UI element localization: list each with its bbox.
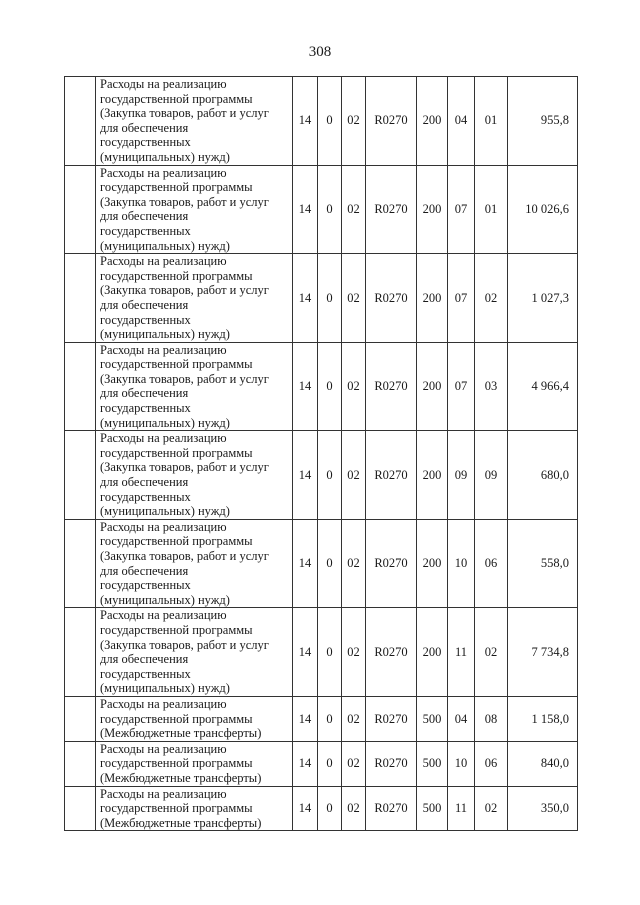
description-line: (муниципальных) нужд) [100, 415, 230, 430]
page-number: 308 [308, 44, 332, 60]
description-line: Расходы на реализацию [100, 77, 227, 91]
description-line: (муниципальных) нужд) [100, 504, 230, 519]
description-line: Расходы на реализацию [100, 431, 227, 446]
description-line: государственных [100, 223, 191, 238]
code-cell-c1: 14 [293, 519, 318, 608]
description-line: Расходы на реализацию [100, 254, 227, 269]
code-cell-c3: 02 [342, 608, 366, 697]
description-line: для обеспечения [100, 120, 189, 135]
code-cell-c1: 14 [293, 342, 318, 431]
description-line: для обеспечения [100, 297, 189, 312]
row-blank-cell [65, 696, 96, 741]
description-line: (Межбюджетные трансферты) [100, 770, 262, 785]
code-cell-c3: 02 [342, 342, 366, 431]
description-line: (муниципальных) нужд) [100, 681, 230, 696]
code-cell-c6: 10 [448, 741, 475, 786]
row-blank-cell [65, 431, 96, 520]
code-cell-c1: 14 [293, 786, 318, 831]
code-cell-c5: 200 [417, 519, 448, 608]
code-cell-c5: 200 [417, 77, 448, 166]
row-blank-cell [65, 254, 96, 343]
code-cell-c4: R0270 [366, 165, 417, 254]
row-blank-cell [65, 786, 96, 831]
code-cell-c1: 14 [293, 741, 318, 786]
code-cell-c2: 0 [318, 342, 342, 431]
code-cell-c2: 0 [318, 165, 342, 254]
description-line: для обеспечения [100, 652, 189, 667]
code-cell-c7: 06 [475, 741, 508, 786]
amount-cell: 955,8 [508, 77, 578, 166]
description-line: Расходы на реализацию [100, 165, 227, 180]
description-cell [96, 165, 293, 254]
description-line: (Межбюджетные трансферты) [100, 726, 262, 741]
amount-cell: 1 027,3 [508, 254, 578, 343]
description-line: (муниципальных) нужд) [100, 238, 230, 253]
amount-cell: 680,0 [508, 431, 578, 520]
code-cell-c6: 04 [448, 696, 475, 741]
amount-cell: 350,0 [508, 786, 578, 831]
code-cell-c2: 0 [318, 431, 342, 520]
description-cell [96, 741, 293, 786]
code-cell-c3: 02 [342, 696, 366, 741]
amount-cell: 4 966,4 [508, 342, 578, 431]
code-cell-c7: 02 [475, 608, 508, 697]
description-cell [96, 519, 293, 608]
description-line: (Закупка товаров, работ и услуг [100, 549, 269, 563]
description-line: государственной программы [100, 445, 253, 460]
code-cell-c5: 200 [417, 431, 448, 520]
description-line: Расходы на реализацию [100, 786, 227, 801]
description-line: Расходы на реализацию [100, 696, 227, 711]
row-blank-cell [65, 165, 96, 254]
code-cell-c1: 14 [293, 608, 318, 697]
description-line: для обеспечения [100, 475, 189, 490]
code-cell-c7: 01 [475, 165, 508, 254]
description-line: (муниципальных) нужд) [100, 327, 230, 342]
table-body [65, 77, 578, 831]
description-line: Расходы на реализацию [100, 342, 227, 357]
code-cell-c6: 04 [448, 77, 475, 166]
code-cell-c7: 02 [475, 254, 508, 343]
code-cell-c3: 02 [342, 519, 366, 608]
code-cell-c2: 0 [318, 77, 342, 166]
code-cell-c5: 500 [417, 741, 448, 786]
code-cell-c6: 10 [448, 519, 475, 608]
description-cell [96, 254, 293, 343]
amount-cell: 840,0 [508, 741, 578, 786]
description-line: государственной программы [100, 534, 253, 549]
code-cell-c3: 02 [342, 431, 366, 520]
description-line: (муниципальных) нужд) [100, 149, 230, 164]
row-blank-cell [65, 741, 96, 786]
amount-cell: 1 158,0 [508, 696, 578, 741]
description-line: (Закупка товаров, работ и услуг [100, 637, 269, 652]
code-cell-c1: 14 [293, 77, 318, 166]
code-cell-c2: 0 [318, 519, 342, 608]
description-line: (муниципальных) нужд) [100, 592, 230, 607]
table-row [65, 608, 578, 697]
code-cell-c6: 07 [448, 254, 475, 343]
description-cell [96, 608, 293, 697]
code-cell-c2: 0 [318, 786, 342, 831]
code-cell-c3: 02 [342, 165, 366, 254]
code-cell-c7: 08 [475, 696, 508, 741]
code-cell-c7: 03 [475, 342, 508, 431]
code-cell-c1: 14 [293, 254, 318, 343]
code-cell-c5: 500 [417, 786, 448, 831]
code-cell-c6: 07 [448, 165, 475, 254]
description-line: (Межбюджетные трансферты) [100, 815, 262, 830]
code-cell-c5: 200 [417, 254, 448, 343]
row-blank-cell [65, 519, 96, 608]
description-cell [96, 786, 293, 831]
description-cell [96, 77, 293, 166]
description-line: Расходы на реализацию [100, 741, 227, 756]
description-line: государственной программы [100, 357, 253, 372]
table-row [65, 741, 578, 786]
table-row [65, 786, 578, 831]
code-cell-c5: 200 [417, 165, 448, 254]
description-line: государственных [100, 135, 191, 150]
code-cell-c1: 14 [293, 165, 318, 254]
description-cell [96, 696, 293, 741]
description-line: Расходы на реализацию [100, 519, 227, 534]
description-line: государственных [100, 578, 191, 593]
description-line: (Закупка товаров, работ и услуг [100, 194, 269, 209]
description-line: (Закупка товаров, работ и услуг [100, 106, 269, 121]
description-cell [96, 431, 293, 520]
description-cell [96, 342, 293, 431]
code-cell-c7: 09 [475, 431, 508, 520]
table-row [65, 254, 578, 343]
description-line: Расходы на реализацию [100, 608, 227, 623]
code-cell-c2: 0 [318, 608, 342, 697]
code-cell-c3: 02 [342, 786, 366, 831]
code-cell-c5: 500 [417, 696, 448, 741]
code-cell-c2: 0 [318, 696, 342, 741]
description-line: для обеспечения [100, 209, 189, 224]
code-cell-c1: 14 [293, 431, 318, 520]
code-cell-c2: 0 [318, 254, 342, 343]
code-cell-c4: R0270 [366, 741, 417, 786]
code-cell-c4: R0270 [366, 77, 417, 166]
row-blank-cell [65, 608, 96, 697]
description-line: государственной программы [100, 711, 253, 726]
table-row [65, 431, 578, 520]
code-cell-c5: 200 [417, 608, 448, 697]
code-cell-c7: 02 [475, 786, 508, 831]
description-line: для обеспечения [100, 386, 189, 401]
code-cell-c6: 09 [448, 431, 475, 520]
table-row [65, 519, 578, 608]
code-cell-c4: R0270 [366, 519, 417, 608]
description-line: государственных [100, 666, 191, 681]
amount-cell: 10 026,6 [508, 165, 578, 254]
code-cell-c2: 0 [318, 741, 342, 786]
table-row [65, 165, 578, 254]
code-cell-c4: R0270 [366, 431, 417, 520]
description-line: государственной программы [100, 91, 253, 106]
description-line: (Закупка товаров, работ и услуг [100, 371, 269, 386]
description-line: государственных [100, 489, 191, 504]
code-cell-c7: 06 [475, 519, 508, 608]
budget-table [64, 76, 578, 831]
code-cell-c6: 11 [448, 786, 475, 831]
code-cell-c4: R0270 [366, 608, 417, 697]
code-cell-c3: 02 [342, 254, 366, 343]
description-line: государственной программы [100, 756, 253, 771]
description-line: (Закупка товаров, работ и услуг [100, 283, 269, 298]
amount-cell: 558,0 [508, 519, 578, 608]
row-blank-cell [65, 342, 96, 431]
code-cell-c4: R0270 [366, 254, 417, 343]
code-cell-c4: R0270 [366, 342, 417, 431]
code-cell-c3: 02 [342, 77, 366, 166]
description-line: для обеспечения [100, 563, 189, 578]
code-cell-c5: 200 [417, 342, 448, 431]
table-row [65, 342, 578, 431]
table-row [65, 696, 578, 741]
code-cell-c6: 11 [448, 608, 475, 697]
code-cell-c3: 02 [342, 741, 366, 786]
description-line: государственной программы [100, 622, 253, 637]
amount-cell: 7 734,8 [508, 608, 578, 697]
code-cell-c4: R0270 [366, 696, 417, 741]
code-cell-c7: 01 [475, 77, 508, 166]
description-line: государственных [100, 312, 191, 327]
code-cell-c4: R0270 [366, 786, 417, 831]
row-blank-cell [65, 77, 96, 166]
description-line: (Закупка товаров, работ и услуг [100, 460, 269, 475]
description-line: государственной программы [100, 801, 253, 816]
description-line: государственных [100, 401, 191, 416]
table-row [65, 77, 578, 166]
description-line: государственной программы [100, 180, 253, 195]
code-cell-c6: 07 [448, 342, 475, 431]
code-cell-c1: 14 [293, 696, 318, 741]
description-line: государственной программы [100, 268, 253, 283]
